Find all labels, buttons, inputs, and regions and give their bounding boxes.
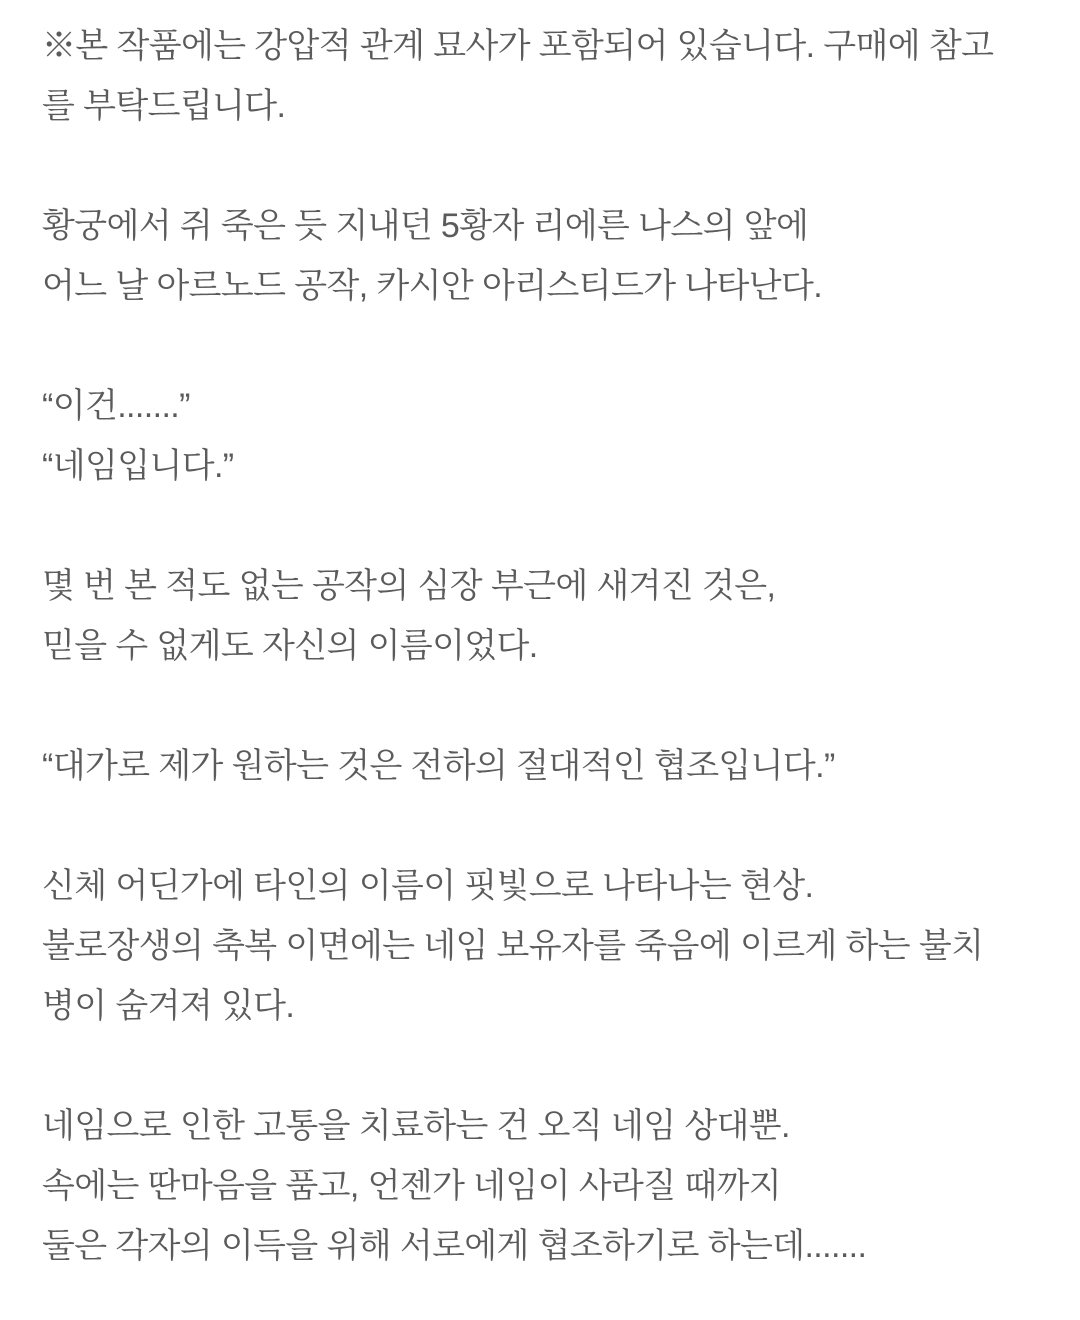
text-line: 어느 날 아르노드 공작, 카시안 아리스티드가 나타난다. xyxy=(42,267,823,305)
text-line: 신체 어딘가에 타인의 이름이 핏빛으로 나타나는 현상. xyxy=(42,867,814,905)
paragraph xyxy=(42,1096,1050,1276)
paragraph xyxy=(42,856,1050,1036)
paragraph xyxy=(42,16,1050,136)
text-line: 병이 숨겨져 있다. xyxy=(42,987,295,1025)
text-line: 불로장생의 축복 이면에는 네임 보유자를 죽음에 이르게 하는 불치 xyxy=(42,927,984,965)
text-line: 황궁에서 쥐 죽은 듯 지내던 5황자 리에른 나스의 앞에 xyxy=(42,207,809,245)
text-line: 네임으로 인한 고통을 치료하는 건 오직 네임 상대뿐. xyxy=(42,1107,790,1145)
text-line: “이건.......” xyxy=(42,387,190,425)
paragraph xyxy=(42,556,1050,676)
text-line: ※본 작품에는 강압적 관계 묘사가 포함되어 있습니다. 구매에 참고 xyxy=(42,27,994,65)
text-line: 둘은 각자의 이득을 위해 서로에게 협조하기로 하는데....... xyxy=(42,1227,867,1265)
text-line: “네임입니다.” xyxy=(42,447,234,485)
paragraph xyxy=(42,376,1050,496)
text-line: 믿을 수 없게도 자신의 이름이었다. xyxy=(42,627,538,665)
text-line: 를 부탁드립니다. xyxy=(42,87,286,125)
text-line: “대가로 제가 원하는 것은 전하의 절대적인 협조입니다.” xyxy=(42,747,835,785)
paragraph xyxy=(42,196,1050,316)
paragraph xyxy=(42,736,1050,796)
text-line: 속에는 딴마음을 품고, 언젠가 네임이 사라질 때까지 xyxy=(42,1167,782,1205)
text-line: 몇 번 본 적도 없는 공작의 심장 부근에 새겨진 것은, xyxy=(42,567,776,605)
